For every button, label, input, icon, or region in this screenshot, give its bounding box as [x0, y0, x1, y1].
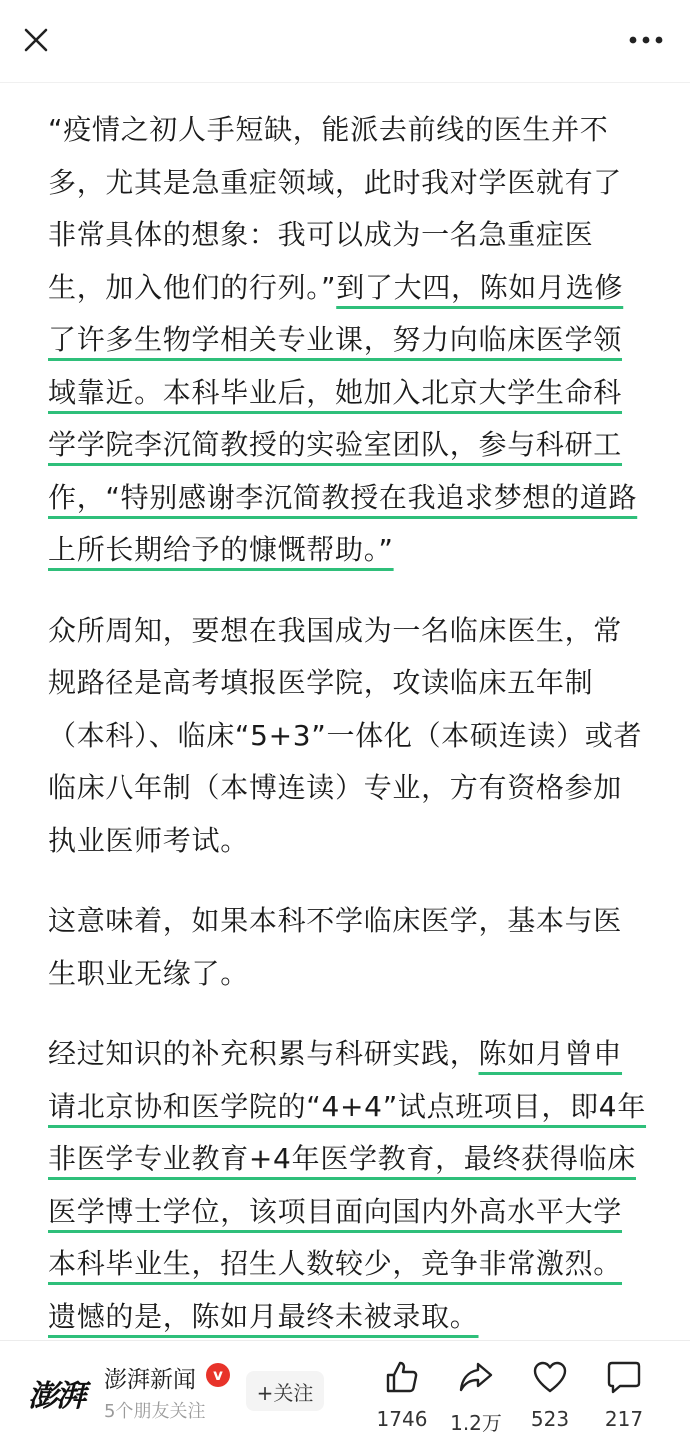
paragraph-1	[48, 104, 648, 577]
highlighted-text: 到了大四，陈如月选修了许多生物学相关专业课，努力向临床医学领域靠近。本科毕业后，她加入北京大学生命科学学院李沉简教授的实验室团队，参与科研工作，“特别感谢李沉简教授在我追求梦想的道路上所长期给予的慷慨帮助。”	[48, 270, 638, 566]
close-button[interactable]	[18, 22, 54, 58]
top-bar	[0, 0, 690, 83]
paragraph-2	[48, 605, 648, 868]
like-count: 1746	[376, 1407, 428, 1431]
share-icon	[456, 1357, 496, 1397]
logo-text: 澎湃	[28, 1379, 84, 1414]
paragraph-3	[48, 895, 648, 1000]
favorite-count: 523	[530, 1407, 570, 1431]
paragraph-text: 这意味着，如果本科不学临床医学，基本与医生职业无缘了。	[48, 904, 623, 990]
paragraph-text: “疫情之初人手短缺，能派去前线的医生并不多，尤其是急重症领域，此时我对学医就有了非常具体的想象：我可以成为一名急重症医生，加入他们的行列。”	[48, 113, 623, 304]
more-options-button[interactable]	[624, 22, 668, 58]
like-button[interactable]	[362, 1357, 442, 1437]
friends-following: 5个朋友关注	[104, 1401, 206, 1422]
favorite-button[interactable]	[510, 1357, 590, 1437]
paragraph-text: 众所周知，要想在我国成为一名临床医生，常规路径是高考填报医学院，攻读临床五年制（本科）、临床“5+3”一体化（本硕连读）或者临床八年制（本博连读）专业，方有资格参加执业医师考试。	[48, 613, 643, 857]
comment-icon	[604, 1357, 644, 1397]
thumbs-up-icon	[382, 1357, 422, 1397]
verified-badge: v	[206, 1363, 230, 1387]
heart-icon	[530, 1357, 570, 1397]
paragraph-text: 经过知识的补充积累与科研实践，	[48, 1037, 479, 1070]
source-name[interactable]: 澎湃新闻	[104, 1367, 196, 1393]
close-icon	[23, 27, 49, 53]
article-body	[48, 104, 648, 1371]
paragraph-4	[48, 1028, 648, 1343]
source-logo[interactable]	[20, 1371, 92, 1415]
comment-button[interactable]	[584, 1357, 664, 1437]
comment-count: 217	[604, 1407, 644, 1431]
bottom-bar	[0, 1340, 690, 1442]
share-count: 1.2万	[450, 1411, 502, 1435]
more-icon	[628, 35, 664, 45]
share-button[interactable]	[436, 1357, 516, 1437]
follow-button[interactable]: +关注	[246, 1371, 324, 1411]
highlighted-text: 陈如月曾申请北京协和医学院的“4+4”试点班项目，即4年非医学专业教育+4年医学教育，最终获得临床医学博士学位，该项目面向国内外高水平大学本科毕业生，招生人数较少，竞争非常激烈。遗憾的是，陈如月最终未被录取。	[48, 1037, 647, 1333]
